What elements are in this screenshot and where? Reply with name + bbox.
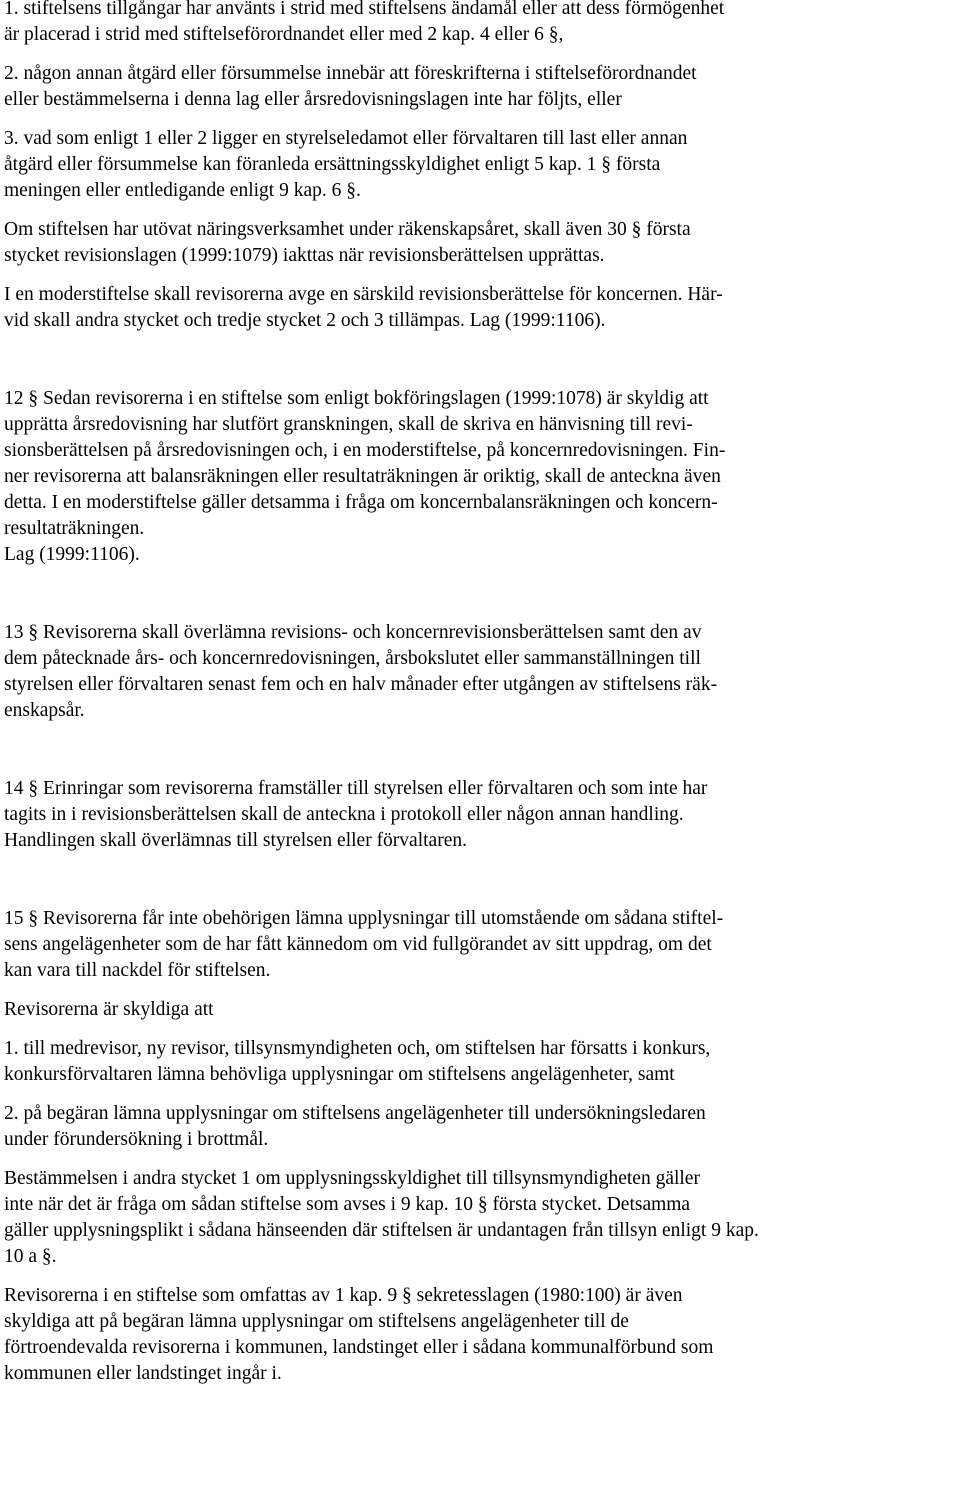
paragraph-skyldiga-2: 2. på begäran lämna upplysningar om stiftelsens angelägenheter till undersökningsledaren under förundersökning i brottmål. (4, 1103, 706, 1150)
paragraph-moderstiftelse: I en moderstiftelse skall revisorerna avge en särskild revisionsberättelse för koncernen. Här- vid skall andra stycket och tredje stycket 2 och 3 tillämpas. Lag (1999:1106). (4, 284, 723, 331)
paragraph-item-1: 1. stiftelsens tillgångar har använts i strid med stiftelsens ändamål eller att dess förmögenhet är placerad i strid med stiftelseförordnandet eller med 2 kap. 4 eller 6 §, (4, 0, 725, 45)
paragraph-sekretesslagen: Revisorerna i en stiftelse som omfattas av 1 kap. 9 § sekretesslagen (1980:100) är även skyldiga att på begäran lämna upplysningar om stiftelsens angelägenheter till de förtroendevalda revisorerna i kommunen, landstinget eller i sådana kommunalförbund som kommunen eller landstinget ingår i. (4, 1285, 714, 1384)
paragraph-section-12: 12 § Sedan revisorerna i en stiftelse som enligt bokföringslagen (1999:1078) är skyldig att upprätta årsredovisning har slutfört granskningen, skall de skriva en hänvisning till revi- sionsberättelsen på årsredovisningen och, i en moderstiftelse, på koncernredovisningen. Fin- ner revisorerna att balansräkningen eller resultaträkningen är oriktig, skall de anteckna även detta. I en moderstiftelse gäller detsamma i fråga om koncernbalansräkningen och koncern- resultaträkningen. Lag (1999:1106). (4, 388, 726, 565)
paragraph-section-14: 14 § Erinringar som revisorerna framställer till styrelsen eller förvaltaren och som inte har tagits in i revisionsberättelsen skall de anteckna i protokoll eller någon annan handling. Handlingen skall överlämnas till styrelsen eller förvaltaren. (4, 778, 708, 851)
paragraph-naringsverksamhet: Om stiftelsen har utövat näringsverksamhet under räkenskapsåret, skall även 30 § första stycket revisionslagen (1999:1079) iakttas när revisionsberättelsen upprättas. (4, 219, 691, 266)
paragraph-bestammelsen: Bestämmelsen i andra stycket 1 om upplysningsskyldighet till tillsynsmyndigheten gäller inte när det är fråga om sådan stiftelse som avses i 9 kap. 10 § första stycket. Detsamma gäller upplysningsplikt i sådana hänseenden där stiftelsen är undantagen från tillsyn enligt 9 kap. 10 a §. (4, 1168, 759, 1267)
paragraph-item-3: 3. vad som enligt 1 eller 2 ligger en styrelseledamot eller förvaltaren till last eller annan åtgärd eller försummelse kan föranleda ersättningsskyldighet enligt 5 kap. 1 § första meningen eller entledigande enligt 9 kap. 6 §. (4, 128, 688, 201)
paragraph-skyldiga: Revisorerna är skyldiga att (4, 999, 214, 1020)
paragraph-item-2: 2. någon annan åtgärd eller försummelse innebär att föreskrifterna i stiftelseförordnandet eller bestämmelserna i denna lag eller årsredovisningslagen inte har följts, eller (4, 63, 697, 110)
paragraph-section-15: 15 § Revisorerna får inte obehörigen lämna upplysningar till utomstående om sådana stiftel- sens angelägenheter som de har fått kännedom om vid fullgörandet av sitt uppdrag, om det kan vara till nackdel för stiftelsen. (4, 908, 724, 981)
paragraph-skyldiga-1: 1. till medrevisor, ny revisor, tillsynsmyndigheten och, om stiftelsen har försatts i konkurs, konkursförvaltaren lämna behövliga upplysningar om stiftelsens angelägenheter, samt (4, 1038, 711, 1085)
paragraph-section-13: 13 § Revisorerna skall överlämna revisions- och koncernrevisionsberättelsen samt den av dem påtecknade års- och koncernredovisningen, årsbokslutet eller sammanställningen till styrelsen eller förvaltaren senast fem och en halv månader efter utgången av stiftelsens räk- enskapsår. (4, 622, 718, 721)
